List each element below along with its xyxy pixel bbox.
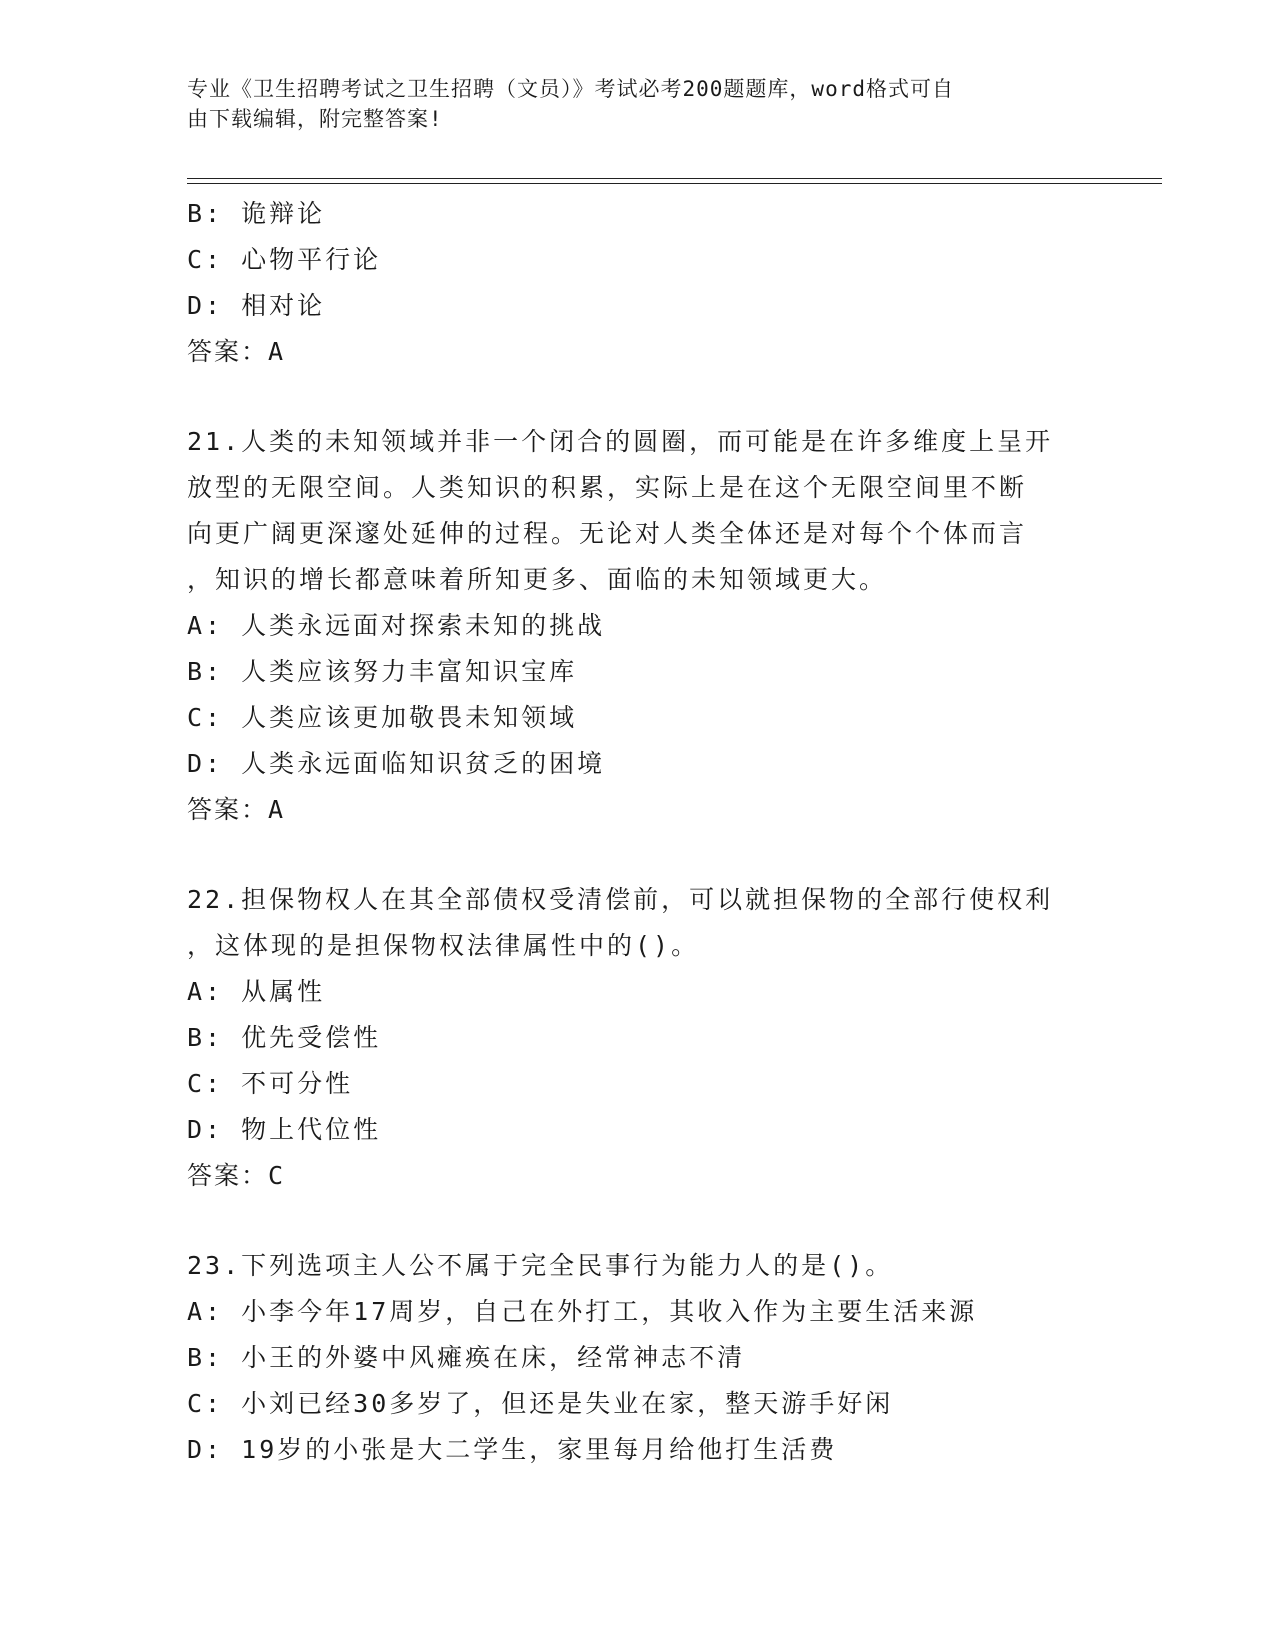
option-b: B: 人类应该努力丰富知识宝库 <box>187 657 578 686</box>
spacer <box>187 833 1087 877</box>
option-a: A: 从属性 <box>187 977 326 1006</box>
question-text-line: 放型的无限空间。人类知识的积累，实际上是在这个无限空间里不断 <box>187 473 1028 502</box>
question-22 <box>187 877 1087 1199</box>
option-c: C: 人类应该更加敬畏未知领域 <box>187 703 578 732</box>
answer-line <box>187 787 1087 833</box>
spacer <box>187 1199 1087 1243</box>
document-body <box>187 191 1087 1473</box>
option-b: B: 优先受偿性 <box>187 1023 382 1052</box>
option-a: A: 小李今年17周岁，自己在外打工，其收入作为主要生活来源 <box>187 1297 978 1326</box>
option-c: C: 心物平行论 <box>187 245 382 274</box>
question-21 <box>187 419 1087 833</box>
question-text-line: 21.人类的未知领域并非一个闭合的圆圈，而可能是在许多维度上呈开 <box>187 427 1054 456</box>
question-text-line: ，知识的增长都意味着所知更多、面临的未知领域更大。 <box>187 565 888 594</box>
option-d: D: 人类永远面临知识贫乏的困境 <box>187 749 606 778</box>
option-b: B: 小王的外婆中风瘫痪在床，经常神志不清 <box>187 1343 746 1372</box>
option-a: A: 人类永远面对探索未知的挑战 <box>187 611 606 640</box>
spacer <box>187 375 1087 419</box>
header-divider-top <box>187 178 1162 179</box>
question-text-line: ，这体现的是担保物权法律属性中的()。 <box>187 931 700 960</box>
document-header <box>187 74 1067 134</box>
question-23 <box>187 1243 1087 1473</box>
option-d: D: 物上代位性 <box>187 1115 382 1144</box>
option-b: B: 诡辩论 <box>187 199 326 228</box>
answer-label: 答案： <box>187 337 269 366</box>
question-text-line: 22.担保物权人在其全部债权受清偿前，可以就担保物的全部行使权利 <box>187 885 1054 914</box>
answer-value: C <box>268 1161 286 1190</box>
answer-label: 答案： <box>187 1161 269 1190</box>
option-d: D: 19岁的小张是大二学生，家里每月给他打生活费 <box>187 1435 838 1464</box>
answer-value: A <box>268 337 286 366</box>
answer-line <box>187 329 1087 375</box>
option-d: D: 相对论 <box>187 291 326 320</box>
option-c: C: 不可分性 <box>187 1069 354 1098</box>
question-text-line: 向更广阔更深邃处延伸的过程。无论对人类全体还是对每个个体而言 <box>187 519 1028 548</box>
option-c: C: 小刘已经30多岁了，但还是失业在家，整天游手好闲 <box>187 1389 894 1418</box>
question-20-continued <box>187 191 1087 375</box>
header-divider-bottom <box>187 183 1162 184</box>
answer-label: 答案： <box>187 795 269 824</box>
answer-line <box>187 1153 1087 1199</box>
header-line-2: 由下载编辑，附完整答案! <box>187 107 443 131</box>
question-text-line: 23.下列选项主人公不属于完全民事行为能力人的是()。 <box>187 1251 894 1280</box>
header-line-1: 专业《卫生招聘考试之卫生招聘（文员）》考试必考200题题库，word格式可自 <box>187 77 954 101</box>
answer-value: A <box>268 795 286 824</box>
